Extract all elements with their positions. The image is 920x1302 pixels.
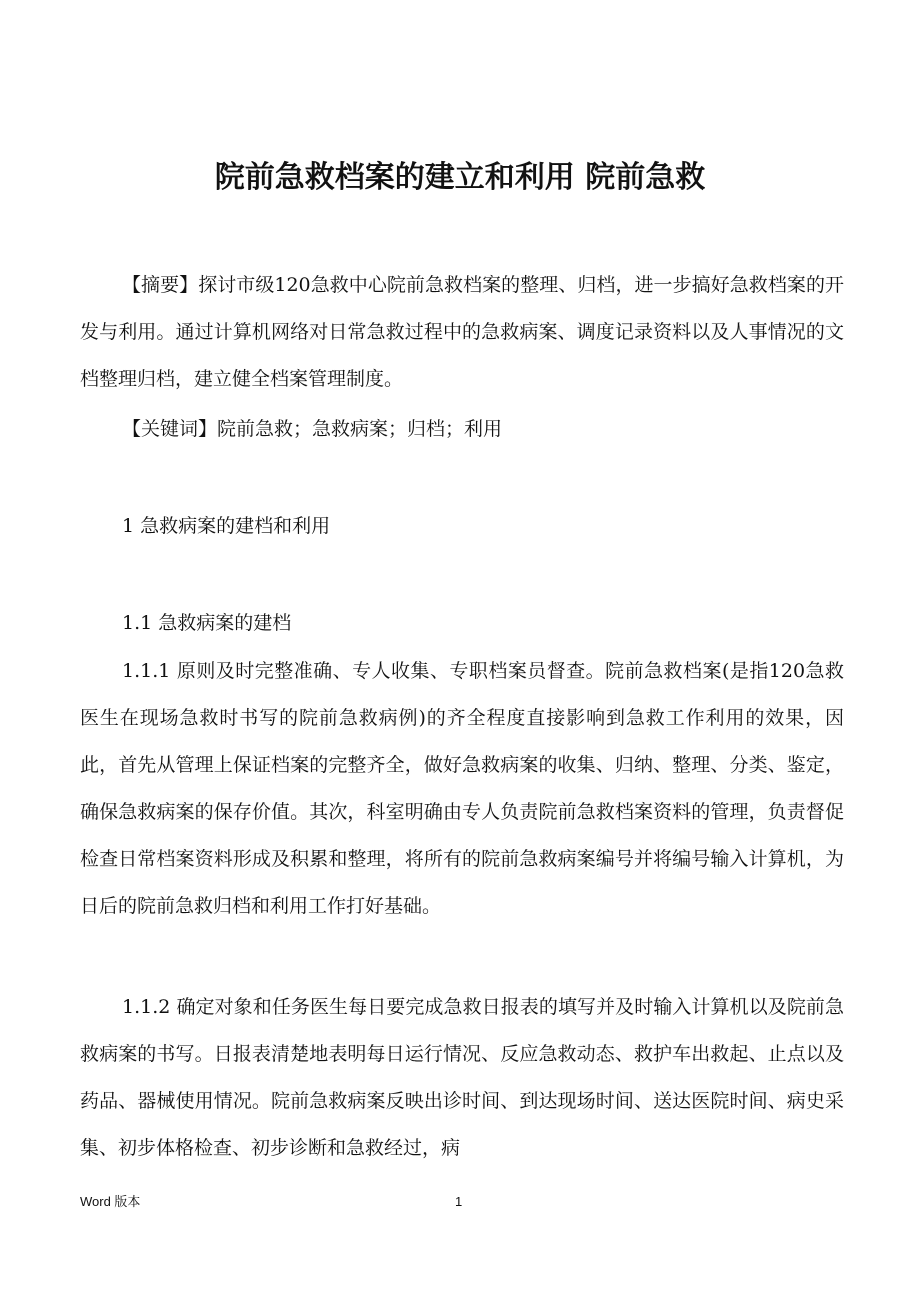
section-heading-1: 1 急救病案的建档和利用	[122, 515, 331, 537]
paragraph-1-1-2: 1.1.2 确定对象和任务医生每日要完成急救日报表的填写并及时输入计算机以及院前急救病案的书写。日报表清楚地表明每日运行情况、反应急救动态、救护车出救起、止点以及药品、器械使用情况。院前急救病案反映出诊时间、到达现场时间、送达医院时间、病史采集、初步体格检查、初步诊断和急救经过，病	[80, 996, 844, 1159]
paragraph-1-1-1: 1.1.1 原则及时完整准确、专人收集、专职档案员督查。院前急救档案(是指120急救医生在现场急救时书写的院前急救病例)的齐全程度直接影响到急救工作利用的效果，因此，首先从管理上保证档案的完整齐全，做好急救病案的收集、归纳、整理、分类、鉴定，确保急救病案的保存价值。其次，科室明确由专人负责院前急救档案资料的管理，负责督促检查日常档案资料形成及积累和整理，将所有的院前急救病案编号并将编号输入计算机，为日后的院前急救归档和利用工作打好基础。	[80, 660, 844, 917]
section-heading-1-1: 1.1 急救病案的建档	[122, 612, 292, 634]
abstract-paragraph: 【摘要】探讨市级120急救中心院前急救档案的整理、归档，进一步搞好急救档案的开发与利用。通过计算机网络对日常急救过程中的急救病案、调度记录资料以及人事情况的文档整理归档，建立健全档案管理制度。	[80, 274, 844, 390]
footer-page-number: 1	[455, 1194, 463, 1209]
document-title: 院前急救档案的建立和利用 院前急救	[214, 160, 706, 196]
keywords-paragraph: 【关键词】院前急救；急救病案；归档；利用	[122, 418, 503, 440]
footer-label: Word 版本	[80, 1194, 141, 1209]
